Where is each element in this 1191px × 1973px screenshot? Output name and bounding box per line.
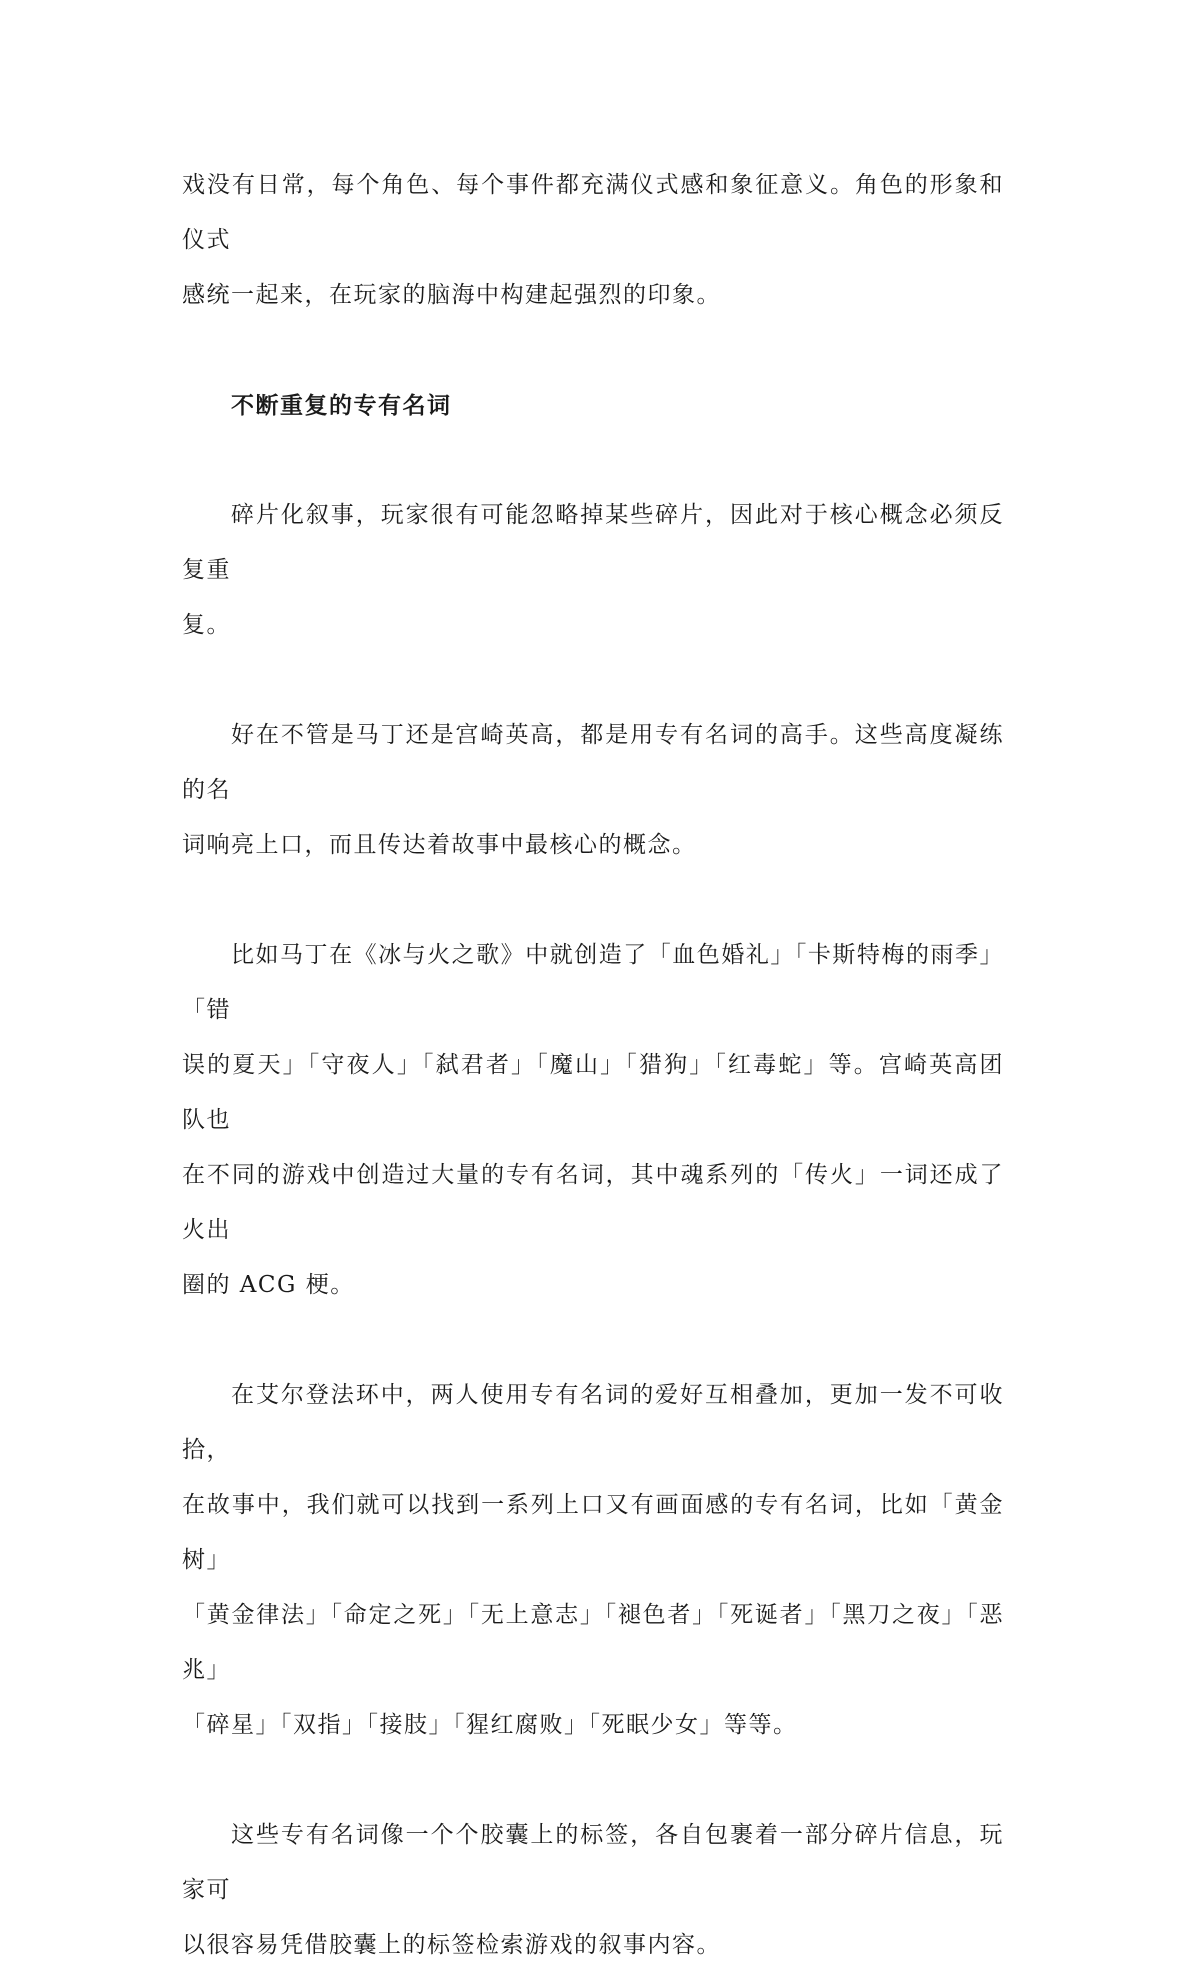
paragraph-ritual xyxy=(182,158,1004,323)
section-heading: 不断重复的专有名词 xyxy=(231,392,452,419)
paragraph-capsule-labels xyxy=(182,1808,1004,1973)
paragraph-gap xyxy=(182,873,1004,928)
paragraph-line: 在故事中，我们就可以找到一系列上口又有画面感的专有名词，比如「黄金树」 xyxy=(182,1492,1004,1573)
paragraph-gap xyxy=(182,1753,1004,1808)
paragraph-line: 「碎星」「双指」「接肢」「猩红腐败」「死眠少女」等等。 xyxy=(182,1712,798,1738)
paragraph-line: 感统一起来，在玩家的脑海中构建起强烈的印象。 xyxy=(182,282,721,308)
paragraph-line: 在艾尔登法环中，两人使用专有名词的爱好互相叠加，更加一发不可收拾， xyxy=(182,1382,1004,1463)
paragraph-gap xyxy=(182,433,1004,488)
paragraph-line: 好在不管是马丁还是宫崎英高，都是用专有名词的高手。这些高度凝练的名 xyxy=(182,722,1004,803)
paragraph-fragmented-narrative xyxy=(182,488,1004,653)
document-body xyxy=(182,158,1004,1973)
paragraph-martin-examples xyxy=(182,928,1004,1313)
paragraph-line: 这些专有名词像一个个胶囊上的标签，各自包裹着一部分碎片信息，玩家可 xyxy=(182,1822,1004,1903)
paragraph-line: 碎片化叙事，玩家很有可能忽略掉某些碎片，因此对于核心概念必须反复重 xyxy=(182,502,1004,583)
paragraph-proper-nouns-masters xyxy=(182,708,1004,873)
paragraph-line: 在不同的游戏中创造过大量的专有名词，其中魂系列的「传火」一词还成了火出 xyxy=(182,1162,1004,1243)
paragraph-line: 「黄金律法」「命定之死」「无上意志」「褪色者」「死诞者」「黑刀之夜」「恶兆」 xyxy=(182,1602,1004,1683)
paragraph-line: 词响亮上口，而且传达着故事中最核心的概念。 xyxy=(182,832,697,858)
paragraph-line: 圈的 ACG 梗。 xyxy=(182,1272,355,1298)
paragraph-gap xyxy=(182,653,1004,708)
paragraph-gap xyxy=(182,323,1004,378)
paragraph-line: 以很容易凭借胶囊上的标签检索游戏的叙事内容。 xyxy=(182,1932,721,1958)
paragraph-line: 误的夏天」「守夜人」「弑君者」「魔山」「猎狗」「红毒蛇」等。宫崎英高团队也 xyxy=(182,1052,1004,1133)
paragraph-line: 戏没有日常，每个角色、每个事件都充满仪式感和象征意义。角色的形象和仪式 xyxy=(182,172,1004,253)
paragraph-gap xyxy=(182,1313,1004,1368)
paragraph-elden-ring-terms xyxy=(182,1368,1004,1753)
paragraph-line: 比如马丁在《冰与火之歌》中就创造了「血色婚礼」「卡斯特梅的雨季」「错 xyxy=(182,942,1004,1023)
paragraph-line: 复。 xyxy=(182,612,231,638)
